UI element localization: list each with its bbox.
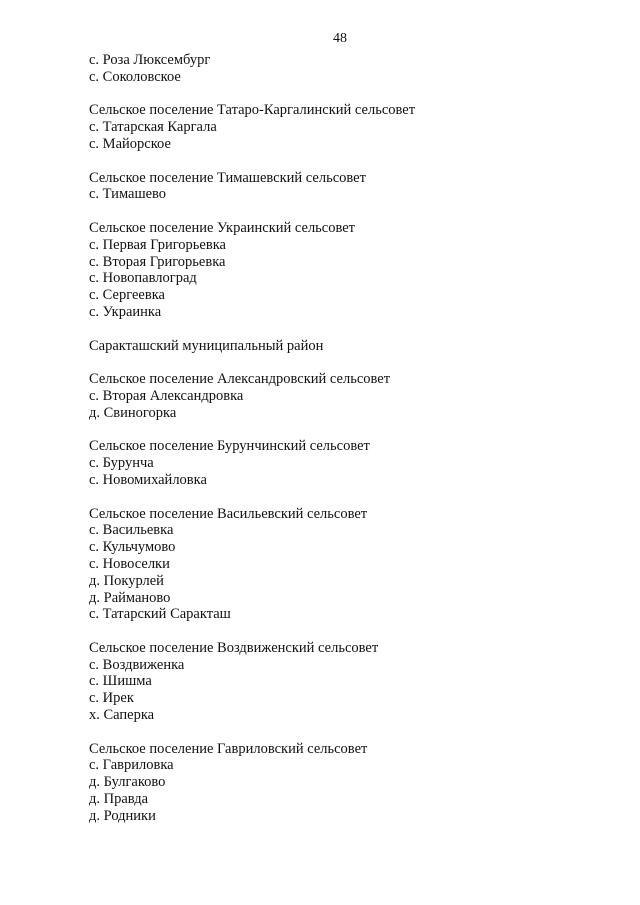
section-heading: Сельское поселение Васильевский сельсовет bbox=[89, 505, 368, 522]
text-line: с. Новоселки bbox=[89, 555, 170, 572]
section-heading: Сельское поселение Гавриловский сельсовет bbox=[89, 740, 368, 757]
section-heading: Сельское поселение Татаро-Каргалинский сельсовет bbox=[89, 102, 416, 119]
page-number: 48 bbox=[333, 31, 347, 46]
blank-line bbox=[89, 203, 609, 220]
section-heading: Сельское поселение Украинский сельсовет bbox=[89, 219, 356, 236]
blank-line bbox=[89, 489, 609, 506]
text-line: д. Родники bbox=[89, 807, 156, 824]
blank-line bbox=[89, 354, 609, 371]
text-line: с. Новопавлоград bbox=[89, 270, 197, 287]
text-line: с. Вторая Александровка bbox=[89, 387, 244, 404]
section-heading: Сельское поселение Александровский сельсовет bbox=[89, 371, 391, 388]
text-line: с. Бурунча bbox=[89, 455, 154, 472]
section-heading: Сельское поселение Бурунчинский сельсовет bbox=[89, 438, 370, 455]
text-line: с. Шишма bbox=[89, 673, 152, 690]
text-line: д. Свиногорка bbox=[89, 404, 177, 421]
district-heading: Саракташский муниципальный район bbox=[89, 337, 324, 354]
text-line: х. Саперка bbox=[89, 707, 155, 724]
text-line: с. Тимашево bbox=[89, 186, 167, 203]
text-line: с. Татарская Каргала bbox=[89, 119, 217, 136]
text-line: с. Сергеевка bbox=[89, 287, 165, 304]
document-body bbox=[89, 52, 609, 825]
text-line: с. Татарский Саракташ bbox=[89, 606, 231, 623]
text-line: с. Роза Люксембург bbox=[89, 52, 211, 68]
text-line: д. Покурлей bbox=[89, 572, 164, 589]
text-line: с. Кульчумово bbox=[89, 539, 176, 556]
text-line: с. Гавриловка bbox=[89, 757, 174, 774]
text-line: с. Васильевка bbox=[89, 522, 174, 539]
text-line: д. Райманово bbox=[89, 589, 171, 606]
text-line: д. Правда bbox=[89, 791, 149, 808]
text-line: с. Первая Григорьевка bbox=[89, 236, 226, 253]
blank-line bbox=[89, 321, 609, 338]
blank-line bbox=[89, 724, 609, 741]
blank-line bbox=[89, 623, 609, 640]
text-line: с. Новомихайловка bbox=[89, 471, 207, 488]
blank-line bbox=[89, 153, 609, 170]
blank-line bbox=[89, 422, 609, 439]
text-line: с. Соколовское bbox=[89, 68, 181, 85]
blank-line bbox=[89, 86, 609, 103]
text-line: с. Воздвиженка bbox=[89, 656, 185, 673]
text-line: с. Майорское bbox=[89, 135, 171, 152]
text-line: с. Ирек bbox=[89, 690, 134, 707]
text-line: д. Булгаково bbox=[89, 774, 166, 791]
section-heading: Сельское поселение Воздвиженский сельсовет bbox=[89, 639, 379, 656]
section-heading: Сельское поселение Тимашевский сельсовет bbox=[89, 169, 366, 186]
text-line: с. Вторая Григорьевка bbox=[89, 253, 226, 270]
text-line: с. Украинка bbox=[89, 303, 162, 320]
